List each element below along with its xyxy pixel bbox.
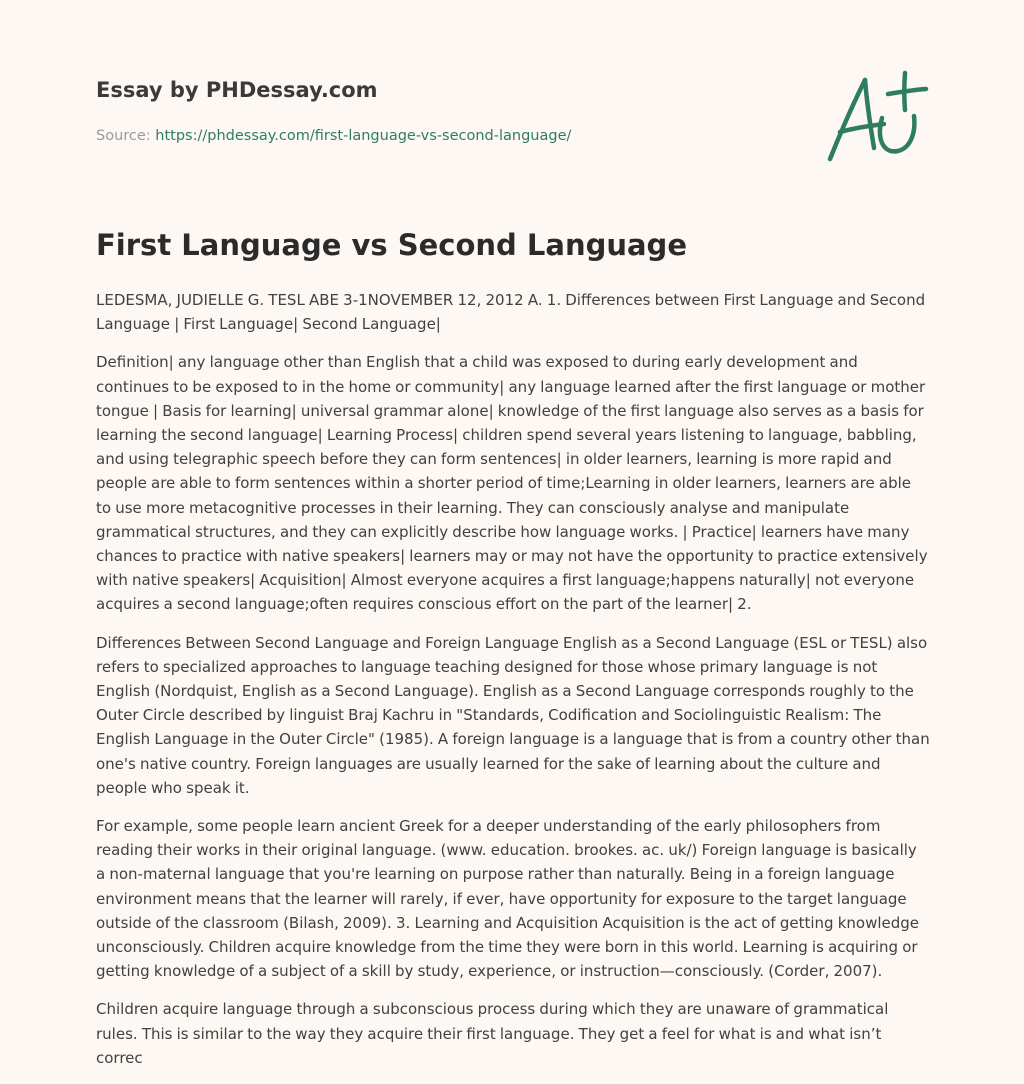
essay-header — [96, 76, 796, 146]
site-title: Essay by PHDessay.com — [96, 78, 378, 102]
source-link[interactable]: https://phdessay.com/first-language-vs-second-language/ — [155, 128, 572, 144]
essay-paragraph-1: LEDESMA, JUDIELLE G. TESL ABE 3-1NOVEMBER 12, 2012 A. 1. Differences between First Language and Second Language | First Language| Second Language| — [96, 291, 926, 334]
essay-paragraph-4: For example, some people learn ancient Greek for a deeper understanding of the early philosophers from reading their works in their original language. (www. education. brookes. ac. uk/) Foreign language is basically a non-maternal language that you're learning on purpose rather than naturally. Being in a foreign language environment means that the learner will rarely, if ever, have opportunity for exposure to the target language outside of the classroom (Bilash, 2009). 3. Learning and Acquisition Acquisition is the act of getting knowledge unconsciously. Children acquire knowledge from the time they were born in this world. Learning is acquiring or getting knowledge of a subject of a skill by study, experience, or instruction—consciously. (Corder, 2007). — [96, 817, 920, 981]
essay-paragraph-5: Children acquire language through a subconscious process during which they are unaware of grammatical rules. This is similar to the way they acquire their first language. They get a feel for what is and what isn’t correc — [96, 1000, 889, 1067]
essay-content — [96, 226, 930, 1084]
essay-title: First Language vs Second Language — [96, 228, 687, 262]
essay-paragraph-2: Definition| any language other than English that a child was exposed to during early development and continues to be exposed to in the home or community| any language learned after the first language or mother tongue | Basis for learning| universal grammar alone| knowledge of the first language also serves as a basis for learning the second language| Learning Process| children spend several years listening to language, babbling, and using telegraphic speech before they can form sentences| in older learners, learning is more rapid and people are able to form sentences within a shorter period of time;Learning in older learners, learners are able to use more metacognitive processes in their learning. They can consciously analyse and manipulate grammatical structures, and they can explicitly describe how language works. | Practice| learners have many chances to practice with native speakers| learners may or may not have the opportunity to practice extensively with native speakers| Acquisition| Almost everyone acquires a first language;happens naturally| not everyone acquires a second language;often requires conscious effort on the part of the learner| 2. — [96, 353, 928, 614]
source-line — [96, 126, 796, 146]
essay-paragraph-3: Differences Between Second Language and Foreign Language English as a Second Language (ESL or TESL) also refers to specialized approaches to language teaching designed for those whose primary language is not English (Nordquist, English as a Second Language). English as a Second Language corresponds roughly to the Outer Circle described by linguist Braj Kachru in "Standards, Codification and Sociolinguistic Realism: The English Language in the Outer Circle" (1985). A foreign language is a language that is from a country other than one's native country. Foreign languages are usually learned for the sake of learning about the culture and people who speak it. — [96, 633, 930, 797]
source-label: Source: — [96, 128, 151, 144]
a-plus-logo-icon — [818, 66, 932, 166]
